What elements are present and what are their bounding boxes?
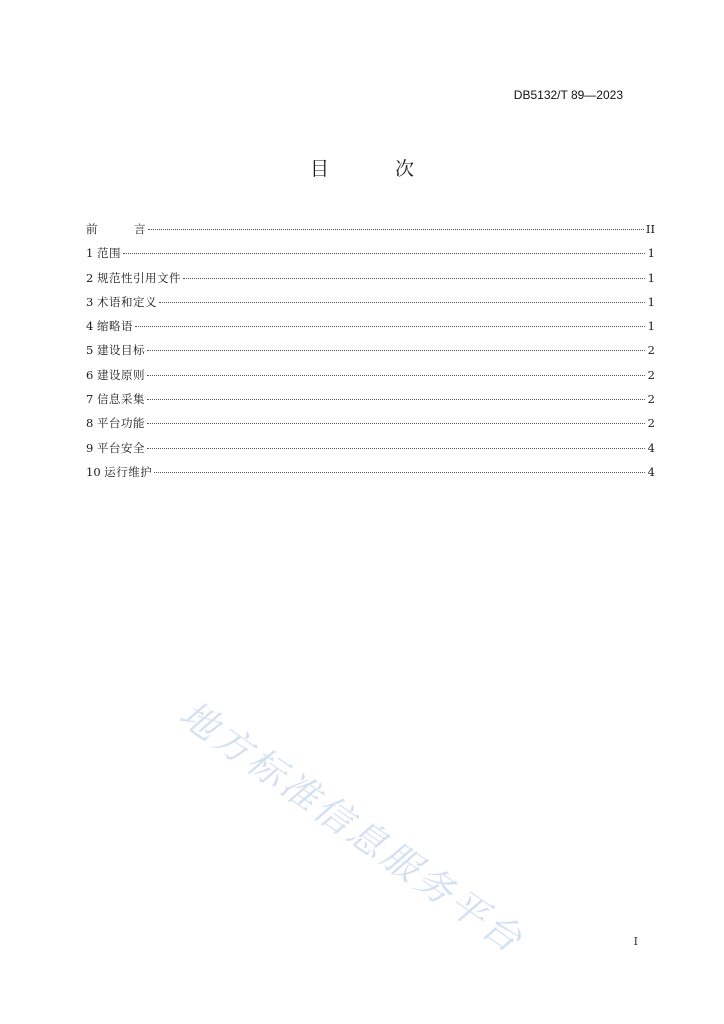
toc-leader-dots — [148, 229, 644, 230]
toc-leader-dots — [183, 278, 645, 279]
toc-entry-label: 信息采集 — [96, 392, 145, 407]
toc-entry-page: II — [645, 222, 655, 236]
toc-entry-10[interactable] — [86, 464, 655, 488]
document-code: DB5132/T 89—2023 — [513, 88, 623, 102]
toc-entry-number: 1 — [86, 246, 94, 261]
toc-entry-number: 9 — [86, 440, 94, 455]
page-number: I — [633, 935, 638, 948]
toc-entry-page: 4 — [647, 440, 655, 455]
toc-entry-page: 1 — [647, 294, 655, 309]
toc-entry-number: 10 — [86, 464, 101, 479]
toc-entry-page: 1 — [647, 319, 655, 334]
toc-leader-dots — [154, 472, 645, 473]
toc-entry-page: 2 — [647, 367, 655, 382]
toc-entry-page: 1 — [647, 270, 655, 285]
toc-leader-dots — [159, 302, 645, 303]
toc-entry-number: 5 — [86, 343, 94, 358]
toc-entry-page: 1 — [647, 246, 655, 261]
toc-entry-label: 术语和定义 — [96, 294, 157, 309]
toc-entry-page: 2 — [647, 392, 655, 407]
toc-entry-foreword[interactable] — [86, 221, 655, 245]
toc-entry-number: 8 — [86, 416, 94, 431]
toc-entry-label: 前 言 — [86, 222, 146, 236]
toc-entry-page: 2 — [647, 416, 655, 431]
toc-entry-page: 2 — [647, 343, 655, 358]
toc-entry-label: 平台安全 — [96, 440, 145, 455]
table-of-contents — [86, 221, 655, 488]
toc-leader-dots — [147, 448, 645, 449]
toc-leader-dots — [135, 326, 645, 327]
toc-entry-number: 2 — [86, 270, 94, 285]
toc-leader-dots — [147, 350, 645, 351]
toc-entry-9[interactable] — [86, 440, 655, 464]
toc-entry-label: 建设目标 — [96, 343, 145, 358]
toc-entry-8[interactable] — [86, 415, 655, 439]
toc-title: 目 次 — [309, 158, 445, 180]
toc-entry-label: 建设原则 — [96, 367, 145, 382]
toc-entry-4[interactable] — [86, 318, 655, 342]
toc-entry-number: 6 — [86, 367, 94, 382]
toc-entry-number: 7 — [86, 392, 94, 407]
toc-entry-6[interactable] — [86, 367, 655, 391]
toc-entry-number: 3 — [86, 294, 94, 309]
toc-entry-label: 缩略语 — [96, 319, 133, 334]
toc-entry-3[interactable] — [86, 294, 655, 318]
toc-entry-page: 4 — [647, 464, 655, 479]
toc-entry-1[interactable] — [86, 245, 655, 269]
toc-entry-label: 运行维护 — [104, 464, 153, 479]
toc-entry-2[interactable] — [86, 270, 655, 294]
toc-entry-label: 范围 — [96, 246, 121, 261]
toc-entry-number: 4 — [86, 319, 94, 334]
toc-leader-dots — [147, 399, 645, 400]
watermark: 地方标准信息服务平台 — [171, 692, 533, 963]
toc-leader-dots — [147, 423, 645, 424]
toc-leader-dots — [147, 375, 645, 376]
toc-entry-5[interactable] — [86, 342, 655, 366]
toc-leader-dots — [123, 253, 645, 254]
toc-entry-label: 平台功能 — [96, 416, 145, 431]
toc-entry-7[interactable] — [86, 391, 655, 415]
toc-entry-label: 规范性引用文件 — [96, 270, 181, 285]
